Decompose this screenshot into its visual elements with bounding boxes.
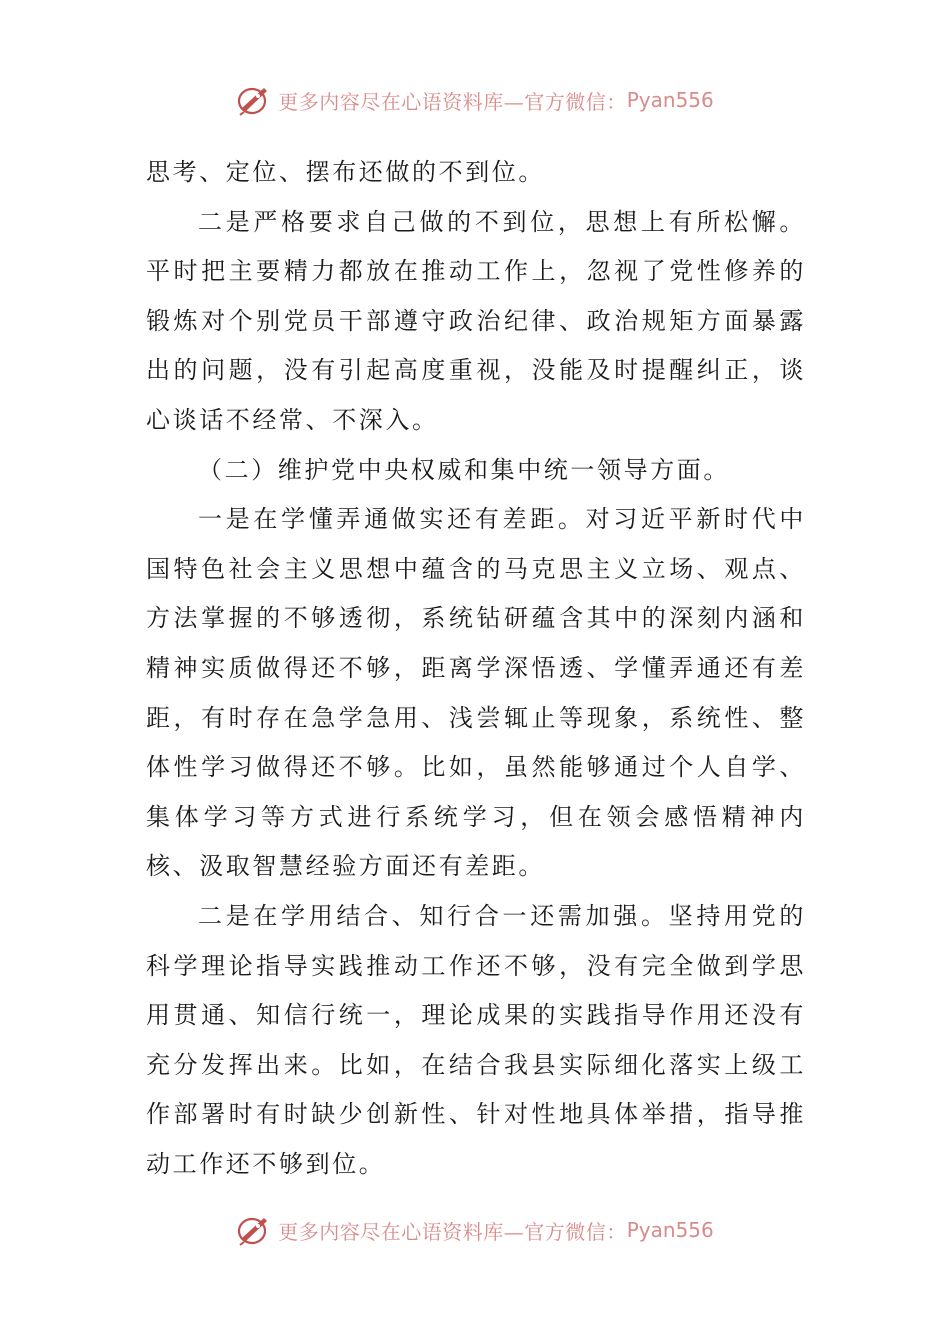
paragraph-1: 思考、定位、摆布还做的不到位。 <box>146 158 545 186</box>
banner-text: 更多内容尽在心语资料库—官方微信： <box>278 1219 627 1244</box>
pen-logo-icon <box>236 1212 272 1248</box>
paragraph-3: 一是在学懂弄通做实还有差距。对习近平新时代中国特色社会主义思想中蕴含的马克思主义立场、观点、方法掌握的不够透彻，系统钻研蕴含其中的深刻内涵和精神实质做得还不够，距离学深悟透、学懂弄通还有差距，有时存在急学急用、浅尝辄止等现象，系统性、整体性学习做得还不够。比如，虽然能够通过个人自学、集体学习等方式进行系统学习，但在领会感悟精神内核、汲取智慧经验方面还有差距。 <box>146 505 806 881</box>
paragraph-2: 二是严格要求自己做的不到位，思想上有所松懈。平时把主要精力都放在推动工作上，忽视了党性修养的锻炼对个别党员干部遵守政治纪律、政治规矩方面暴露出的问题，没有引起高度重视，没能及时提醒纠正，谈心谈话不经常、不深入。 <box>146 207 806 434</box>
banner-text: 更多内容尽在心语资料库—官方微信： <box>278 89 627 114</box>
paragraph-4: 二是在学用结合、知行合一还需加强。坚持用党的科学理论指导实践推动工作还不够，没有完全做到学思用贯通、知信行统一，理论成果的实践指导作用还没有充分发挥出来。比如，在结合我县实际细化落实上级工作部署时有时缺少创新性、针对性地具体举措，指导推动工作还不够到位。 <box>146 901 806 1178</box>
banner-wechat-id: Pyan556 <box>626 88 714 112</box>
header-watermark-banner <box>0 80 950 120</box>
pen-logo-icon <box>236 82 272 118</box>
footer-watermark-banner <box>0 1210 950 1250</box>
section-heading: （二）维护党中央权威和集中统一领导方面。 <box>198 455 730 484</box>
document-body <box>146 148 806 1189</box>
banner-wechat-id: Pyan556 <box>626 1218 714 1242</box>
